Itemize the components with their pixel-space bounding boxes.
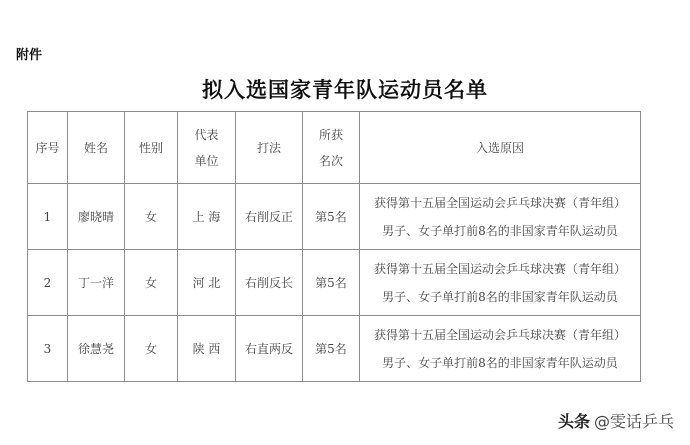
- cell-unit: 上 海: [178, 184, 236, 250]
- reason-line2: 男子、女子单打前8名的非国家青年队运动员: [382, 223, 618, 238]
- cell-reason: [360, 316, 641, 382]
- cell-seq: 2: [28, 250, 68, 316]
- reason-line2: 男子、女子单打前8名的非国家青年队运动员: [382, 355, 618, 370]
- athlete-roster-table: [27, 111, 641, 382]
- watermark: [558, 409, 674, 432]
- header-unit-line1: 代表: [194, 127, 219, 142]
- cell-style: 右削反长: [236, 250, 303, 316]
- header-rank-line1: 所获: [318, 127, 343, 142]
- header-name: 姓名: [68, 112, 125, 184]
- cell-reason: [360, 184, 641, 250]
- table-row: [28, 250, 641, 316]
- cell-gender: 女: [125, 316, 178, 382]
- table-row: [28, 184, 641, 250]
- cell-rank: 第5名: [303, 316, 360, 382]
- cell-name: 丁一洋: [68, 250, 125, 316]
- cell-name: 廖晓晴: [68, 184, 125, 250]
- header-reason: 入选原因: [360, 112, 641, 184]
- header-rank-line2: 名次: [318, 153, 343, 168]
- header-unit: [178, 112, 236, 184]
- cell-style: 右削反正: [236, 184, 303, 250]
- cell-style: 右直两反: [236, 316, 303, 382]
- table-header-row: [28, 112, 641, 184]
- cell-unit: 河 北: [178, 250, 236, 316]
- header-unit-line2: 单位: [194, 153, 219, 168]
- cell-rank: 第5名: [303, 184, 360, 250]
- reason-line1: 获得第十五届全国运动会乒乓球决赛（青年组）: [373, 261, 626, 276]
- document-title: 拟入选国家青年队运动员名单: [202, 77, 488, 102]
- header-gender: 性别: [125, 112, 178, 184]
- table-row: [28, 316, 641, 382]
- cell-reason: [360, 250, 641, 316]
- reason-line1: 获得第十五届全国运动会乒乓球决赛（青年组）: [373, 195, 626, 210]
- header-style: 打法: [236, 112, 303, 184]
- cell-unit: 陕 西: [178, 316, 236, 382]
- watermark-brand: 头条: [557, 412, 590, 431]
- cell-gender: 女: [125, 184, 178, 250]
- header-rank: [303, 112, 360, 184]
- watermark-handle: @雯话乒乓: [593, 412, 674, 431]
- cell-seq: 1: [28, 184, 68, 250]
- cell-rank: 第5名: [303, 250, 360, 316]
- attachment-label: 附件: [16, 48, 43, 63]
- cell-seq: 3: [28, 316, 68, 382]
- reason-line2: 男子、女子单打前8名的非国家青年队运动员: [382, 289, 618, 304]
- reason-line1: 获得第十五届全国运动会乒乓球决赛（青年组）: [373, 327, 626, 342]
- header-seq: 序号: [28, 112, 68, 184]
- cell-name: 徐慧尧: [68, 316, 125, 382]
- cell-gender: 女: [125, 250, 178, 316]
